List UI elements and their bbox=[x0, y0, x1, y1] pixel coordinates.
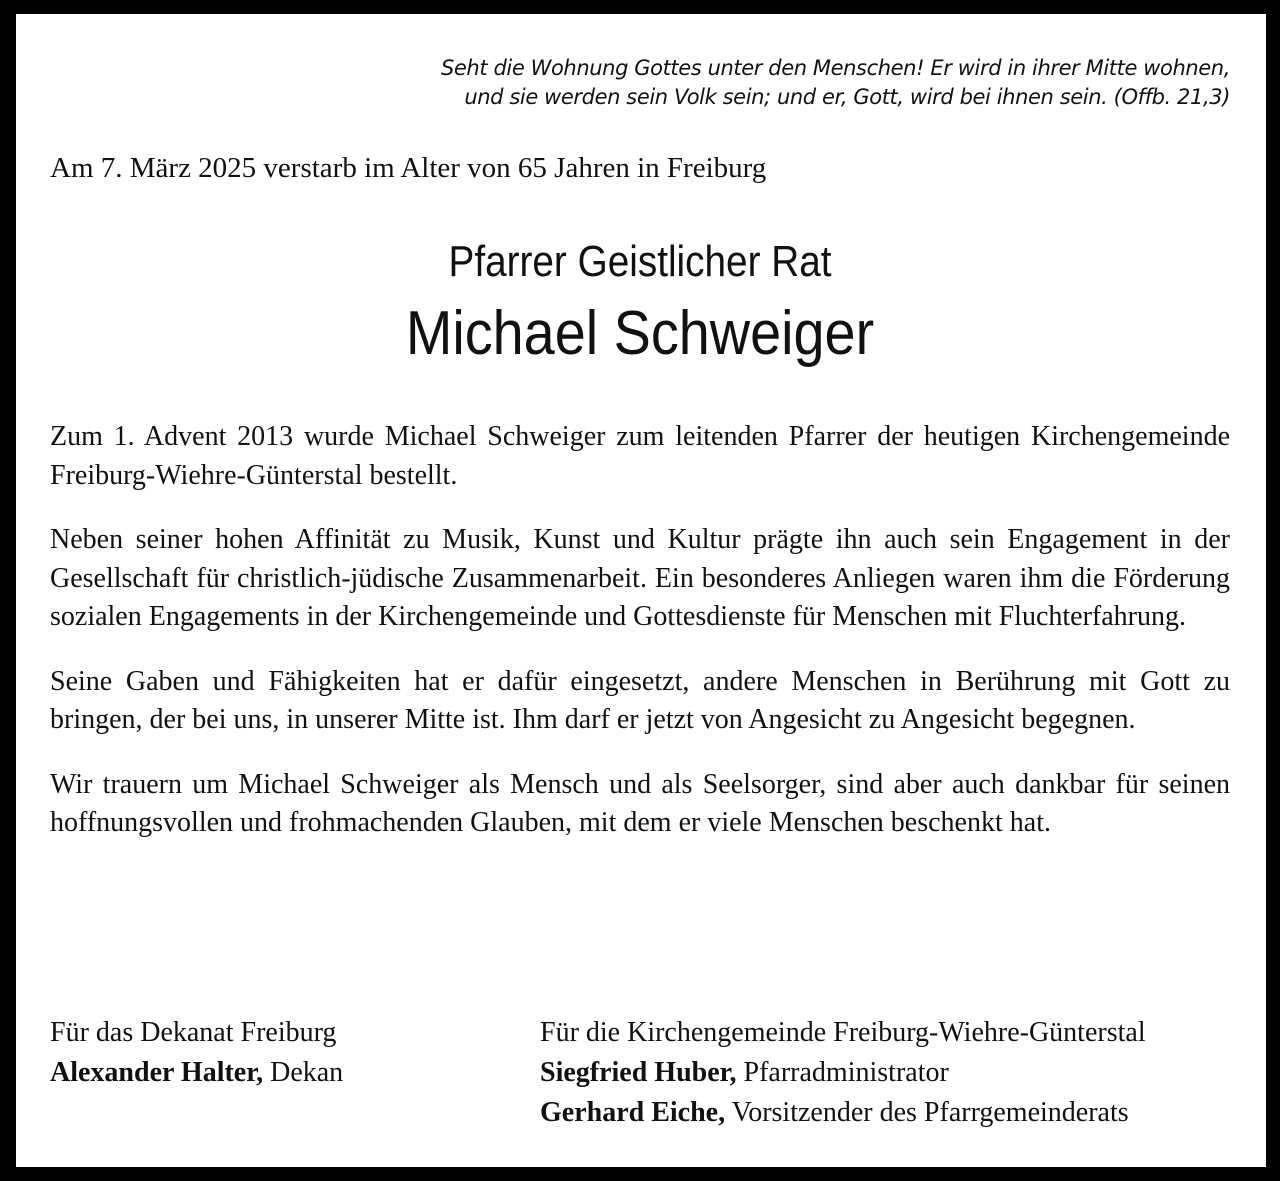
signatory-name: Siegfried Huber, bbox=[540, 1057, 737, 1088]
paragraph-2: Neben seiner hohen Affinität zu Musik, Kunst und Kultur prägte ihn auch sein Engagement in der Gesellschaft für christlich-jüdische Zusammenarbeit. Ein besonderes Anliegen waren ihm die Förderung sozialen Engagements in der Kirchengemeinde und Gottesdienste für Menschen mit Fluchterfahrung. bbox=[50, 524, 1230, 632]
signature-kirchengemeinde bbox=[540, 1013, 1146, 1133]
obituary-body bbox=[50, 418, 1230, 869]
paragraph-4: Wir trauern um Michael Schweiger als Mensch und als Seelsorger, sind aber auch dankbar für seinen hoffnungsvollen und frohmachenden Glauben, mit dem er viele Menschen beschenkt hat. bbox=[50, 768, 1230, 838]
bible-verse-line-1: Seht die Wohnung Gottes unter den Menschen! Er wird in ihrer Mitte wohnen, bbox=[440, 56, 1230, 80]
signatory-role: Vorsitzender des Pfarrgemeinderats bbox=[731, 1097, 1129, 1128]
signatory bbox=[50, 1053, 343, 1093]
signature-org: Für die Kirchengemeinde Freiburg-Wiehre-Günterstal bbox=[540, 1017, 1146, 1048]
death-announcement: Am 7. März 2025 verstarb im Alter von 65 Jahren in Freiburg bbox=[50, 152, 767, 184]
deceased-name: Michael Schweiger bbox=[405, 299, 875, 368]
deceased-name-block bbox=[50, 232, 1230, 374]
signature-dekanat bbox=[50, 1013, 343, 1093]
bible-verse bbox=[441, 54, 1230, 112]
signatory-role: Pfarradministrator bbox=[743, 1057, 949, 1088]
paragraph-1: Zum 1. Advent 2013 wurde Michael Schweiger zum leitenden Pfarrer der heutigen Kirchengemeinde Freiburg-Wiehre-Günterstal bestellt. bbox=[50, 421, 1230, 491]
signatory bbox=[540, 1093, 1146, 1133]
bible-verse-line-2: und sie werden sein Volk sein; und er, Gott, wird bei ihnen sein. (Offb. 21,3) bbox=[464, 85, 1230, 109]
signatory-name: Alexander Halter, bbox=[50, 1057, 264, 1088]
signature-org: Für das Dekanat Freiburg bbox=[50, 1017, 337, 1048]
obituary-notice bbox=[50, 0, 1230, 1181]
signatory-name: Gerhard Eiche, bbox=[540, 1097, 726, 1128]
signatory bbox=[540, 1053, 1146, 1093]
signatory-role: Dekan bbox=[270, 1057, 344, 1088]
paragraph-3: Seine Gaben und Fähigkeiten hat er dafür eingesetzt, andere Menschen in Berührung mit Gott zu bringen, der bei uns, in unserer Mitte ist. Ihm darf er jetzt von Angesicht zu Angesicht begegnen. bbox=[50, 665, 1230, 735]
deceased-title: Pfarrer Geistlicher Rat bbox=[448, 237, 832, 286]
